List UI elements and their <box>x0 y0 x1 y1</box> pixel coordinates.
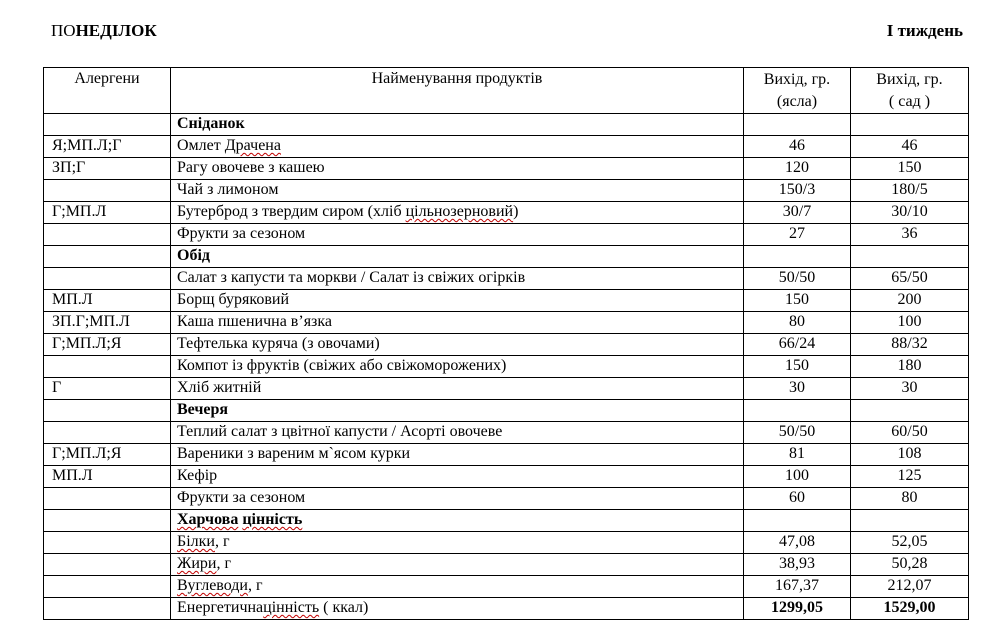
allergens-cell <box>44 400 171 422</box>
allergens-header: Алергени <box>44 68 171 114</box>
nursery-weight-cell: 66/24 <box>744 334 851 356</box>
allergens-cell <box>44 598 171 620</box>
nursery-weight-cell: 30 <box>744 378 851 400</box>
nursery-weight-cell: 38,93 <box>744 554 851 576</box>
table-row <box>44 180 969 202</box>
allergens-cell <box>44 422 171 444</box>
garden-weight-cell <box>851 510 969 532</box>
garden-weight-cell: 52,05 <box>851 532 969 554</box>
product-name-cell: Білки, г <box>171 532 744 554</box>
garden-weight-cell: 180/5 <box>851 180 969 202</box>
allergens-cell: ЗП.Г;МП.Л <box>44 312 171 334</box>
nursery-weight-cell: 1299,05 <box>744 598 851 620</box>
allergens-cell: МП.Л <box>44 290 171 312</box>
table-row <box>44 378 969 400</box>
garden-weight-cell <box>851 114 969 136</box>
table-row <box>44 312 969 334</box>
table-row <box>44 136 969 158</box>
table-row <box>44 356 969 378</box>
nursery-weight-cell: 100 <box>744 466 851 488</box>
product-name-cell: Фрукти за сезоном <box>171 488 744 510</box>
garden-weight-cell: 80 <box>851 488 969 510</box>
garden-weight-cell: 60/50 <box>851 422 969 444</box>
garden-weight-cell: 1529,00 <box>851 598 969 620</box>
allergens-cell: Г <box>44 378 171 400</box>
allergens-cell <box>44 246 171 268</box>
allergens-cell <box>44 532 171 554</box>
allergens-cell <box>44 224 171 246</box>
nursery-header-line1: Вихід, гр. <box>763 71 831 88</box>
garden-weight-cell: 88/32 <box>851 334 969 356</box>
nursery-weight-cell: 150 <box>744 356 851 378</box>
allergens-cell: Г;МП.Л;Я <box>44 334 171 356</box>
garden-weight-cell: 46 <box>851 136 969 158</box>
product-name-cell: Вуглеводи, г <box>171 576 744 598</box>
product-name-cell: Вареники з вареним м`ясом курки <box>171 444 744 466</box>
garden-weight-cell: 200 <box>851 290 969 312</box>
garden-weight-cell: 50,28 <box>851 554 969 576</box>
allergens-cell <box>44 488 171 510</box>
table-row <box>44 334 969 356</box>
nursery-weight-cell: 167,37 <box>744 576 851 598</box>
section-title: Вечеря <box>171 400 744 422</box>
product-name-header: Найменування продуктів <box>171 68 744 114</box>
nursery-weight-cell: 30/7 <box>744 202 851 224</box>
section-row <box>44 510 969 532</box>
garden-weight-cell: 108 <box>851 444 969 466</box>
allergens-cell <box>44 268 171 290</box>
product-name-cell: Хліб житній <box>171 378 744 400</box>
day-title-prefix: ПО <box>51 21 76 40</box>
product-name-cell: Рагу овочеве з кашею <box>171 158 744 180</box>
garden-weight-cell: 125 <box>851 466 969 488</box>
garden-weight-cell: 212,07 <box>851 576 969 598</box>
product-name-cell: Каша пшенична в’язка <box>171 312 744 334</box>
week-label: І тиждень <box>886 21 963 40</box>
garden-weight-cell: 36 <box>851 224 969 246</box>
nursery-weight-cell: 50/50 <box>744 422 851 444</box>
section-title: Сніданок <box>171 114 744 136</box>
table-row <box>44 532 969 554</box>
section-title: Харчова цінність <box>171 510 744 532</box>
product-name-cell: Компот із фруктів (свіжих або свіжоморожених) <box>171 356 744 378</box>
product-name-cell: Бутерброд з твердим сиром (хліб цільнозерновий) <box>171 202 744 224</box>
allergens-cell: ЗП;Г <box>44 158 171 180</box>
table-row <box>44 290 969 312</box>
product-name-cell: Тефтелька куряча (з овочами) <box>171 334 744 356</box>
nursery-weight-cell <box>744 114 851 136</box>
nursery-weight-cell: 80 <box>744 312 851 334</box>
day-title <box>51 21 157 41</box>
table-row <box>44 224 969 246</box>
table-row <box>44 422 969 444</box>
garden-weight-cell: 30/10 <box>851 202 969 224</box>
allergens-cell: Я;МП.Л;Г <box>44 136 171 158</box>
table-row <box>44 466 969 488</box>
section-row <box>44 246 969 268</box>
nursery-weight-cell: 47,08 <box>744 532 851 554</box>
garden-weight-cell: 65/50 <box>851 268 969 290</box>
day-title-rest: НЕДІЛОК <box>75 21 157 40</box>
allergens-cell <box>44 180 171 202</box>
table-row <box>44 576 969 598</box>
nursery-weight-cell <box>744 400 851 422</box>
table-row <box>44 554 969 576</box>
product-name-cell: Салат з капусти та моркви / Салат із свіжих огірків <box>171 268 744 290</box>
table-row <box>44 488 969 510</box>
product-name-cell: Енергетичнацінність ( ккал) <box>171 598 744 620</box>
table-row <box>44 268 969 290</box>
garden-weight-header <box>851 68 969 114</box>
nursery-weight-cell: 150 <box>744 290 851 312</box>
nursery-weight-cell <box>744 510 851 532</box>
table-header-row <box>44 68 969 114</box>
garden-header-line2: ( сад ) <box>888 93 931 110</box>
garden-weight-cell: 30 <box>851 378 969 400</box>
allergens-cell <box>44 576 171 598</box>
nursery-weight-cell: 50/50 <box>744 268 851 290</box>
product-name-cell: Борщ буряковий <box>171 290 744 312</box>
product-name-cell: Омлет Драчена <box>171 136 744 158</box>
nursery-weight-cell: 150/3 <box>744 180 851 202</box>
product-name-cell: Фрукти за сезоном <box>171 224 744 246</box>
nursery-weight-header <box>744 68 851 114</box>
table-row <box>44 202 969 224</box>
allergens-cell: Г;МП.Л <box>44 202 171 224</box>
menu-table <box>43 67 969 620</box>
garden-weight-cell: 180 <box>851 356 969 378</box>
nursery-weight-cell: 81 <box>744 444 851 466</box>
total-row <box>44 598 969 620</box>
section-title: Обід <box>171 246 744 268</box>
nursery-weight-cell <box>744 246 851 268</box>
table-row <box>44 158 969 180</box>
garden-weight-cell <box>851 246 969 268</box>
product-name-cell: Жири, г <box>171 554 744 576</box>
garden-header-line1: Вихід, гр. <box>876 71 943 88</box>
nursery-weight-cell: 60 <box>744 488 851 510</box>
allergens-cell <box>44 114 171 136</box>
nursery-weight-cell: 120 <box>744 158 851 180</box>
allergens-cell <box>44 554 171 576</box>
nursery-weight-cell: 27 <box>744 224 851 246</box>
allergens-cell <box>44 510 171 532</box>
table-row <box>44 444 969 466</box>
allergens-cell: МП.Л <box>44 466 171 488</box>
allergens-cell: Г;МП.Л;Я <box>44 444 171 466</box>
product-name-cell: Чай з лимоном <box>171 180 744 202</box>
product-name-cell: Теплий салат з цвітної капусти / Асорті овочеве <box>171 422 744 444</box>
garden-weight-cell: 150 <box>851 158 969 180</box>
garden-weight-cell <box>851 400 969 422</box>
section-row <box>44 114 969 136</box>
garden-weight-cell: 100 <box>851 312 969 334</box>
product-name-cell: Кефір <box>171 466 744 488</box>
allergens-cell <box>44 356 171 378</box>
section-row <box>44 400 969 422</box>
nursery-header-line2: (ясла) <box>776 93 818 110</box>
nursery-weight-cell: 46 <box>744 136 851 158</box>
